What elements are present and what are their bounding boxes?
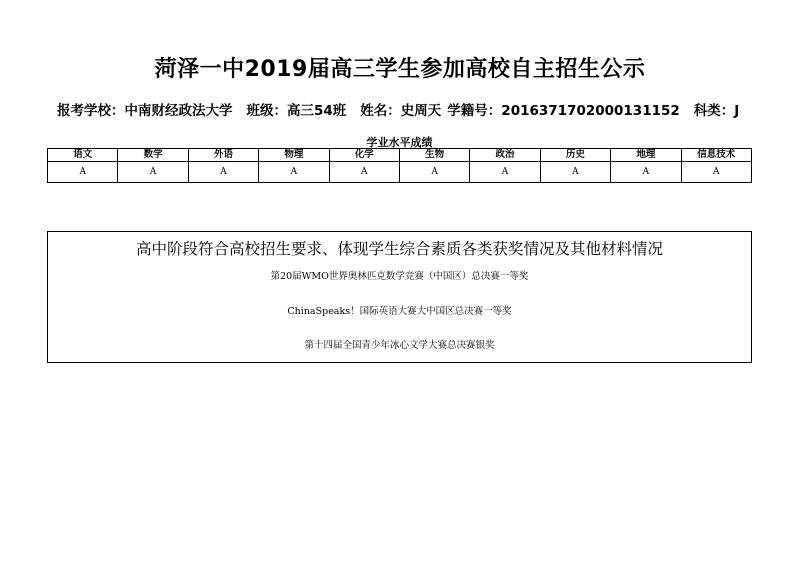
header-biology: 生物 xyxy=(399,149,469,162)
awards-box xyxy=(47,231,752,363)
award-item: 第十四届全国青少年冰心文学大赛总决赛银奖 xyxy=(304,340,495,351)
scores-value-row xyxy=(48,162,752,183)
school-label: 报考学校： xyxy=(57,103,125,119)
header-history: 历史 xyxy=(540,149,610,162)
header-math: 数学 xyxy=(118,149,188,162)
header-it: 信息技术 xyxy=(681,149,751,162)
header-physics: 物理 xyxy=(259,149,329,162)
student-id-label: 学籍号： xyxy=(447,103,502,119)
score-chinese: A xyxy=(48,162,118,183)
header-geography: 地理 xyxy=(611,149,681,162)
page-title: 菏泽一中2019届高三学生参加高校自主招生公示 xyxy=(154,57,646,82)
name-label: 姓名： xyxy=(360,103,401,119)
header-chinese: 语文 xyxy=(48,149,118,162)
score-chemistry: A xyxy=(329,162,399,183)
scores-header-row xyxy=(48,149,752,162)
score-history: A xyxy=(540,162,610,183)
score-biology: A xyxy=(399,162,469,183)
student-id-value: 2016371702000131152 xyxy=(501,103,680,119)
header-chemistry: 化学 xyxy=(329,149,399,162)
award-item: ChinaSpeaks！国际英语大赛大中国区总决赛一等奖 xyxy=(287,306,512,317)
awards-title: 高中阶段符合高校招生要求、体现学生综合素质各类获奖情况及其他材料情况 xyxy=(135,240,663,258)
subject-value: J xyxy=(734,103,740,119)
score-politics: A xyxy=(470,162,540,183)
award-item: 第20届WMO世界奥林匹克数学竞赛（中国区）总决赛一等奖 xyxy=(270,271,529,282)
subject-label: 科类： xyxy=(693,103,735,119)
scores-table xyxy=(47,148,752,183)
class-label: 班级： xyxy=(246,103,287,119)
school-value: 中南财经政法大学 xyxy=(124,103,233,119)
header-politics: 政治 xyxy=(470,149,540,162)
name-value: 史周天 xyxy=(400,103,442,119)
score-foreign-language: A xyxy=(188,162,258,183)
score-it: A xyxy=(681,162,751,183)
class-value: 高三54班 xyxy=(287,103,347,119)
score-math: A xyxy=(118,162,188,183)
score-physics: A xyxy=(259,162,329,183)
header-foreign-language: 外语 xyxy=(188,149,258,162)
scores-caption: 学业水平成绩 xyxy=(366,136,433,149)
score-geography: A xyxy=(611,162,681,183)
student-info-line xyxy=(57,99,754,121)
